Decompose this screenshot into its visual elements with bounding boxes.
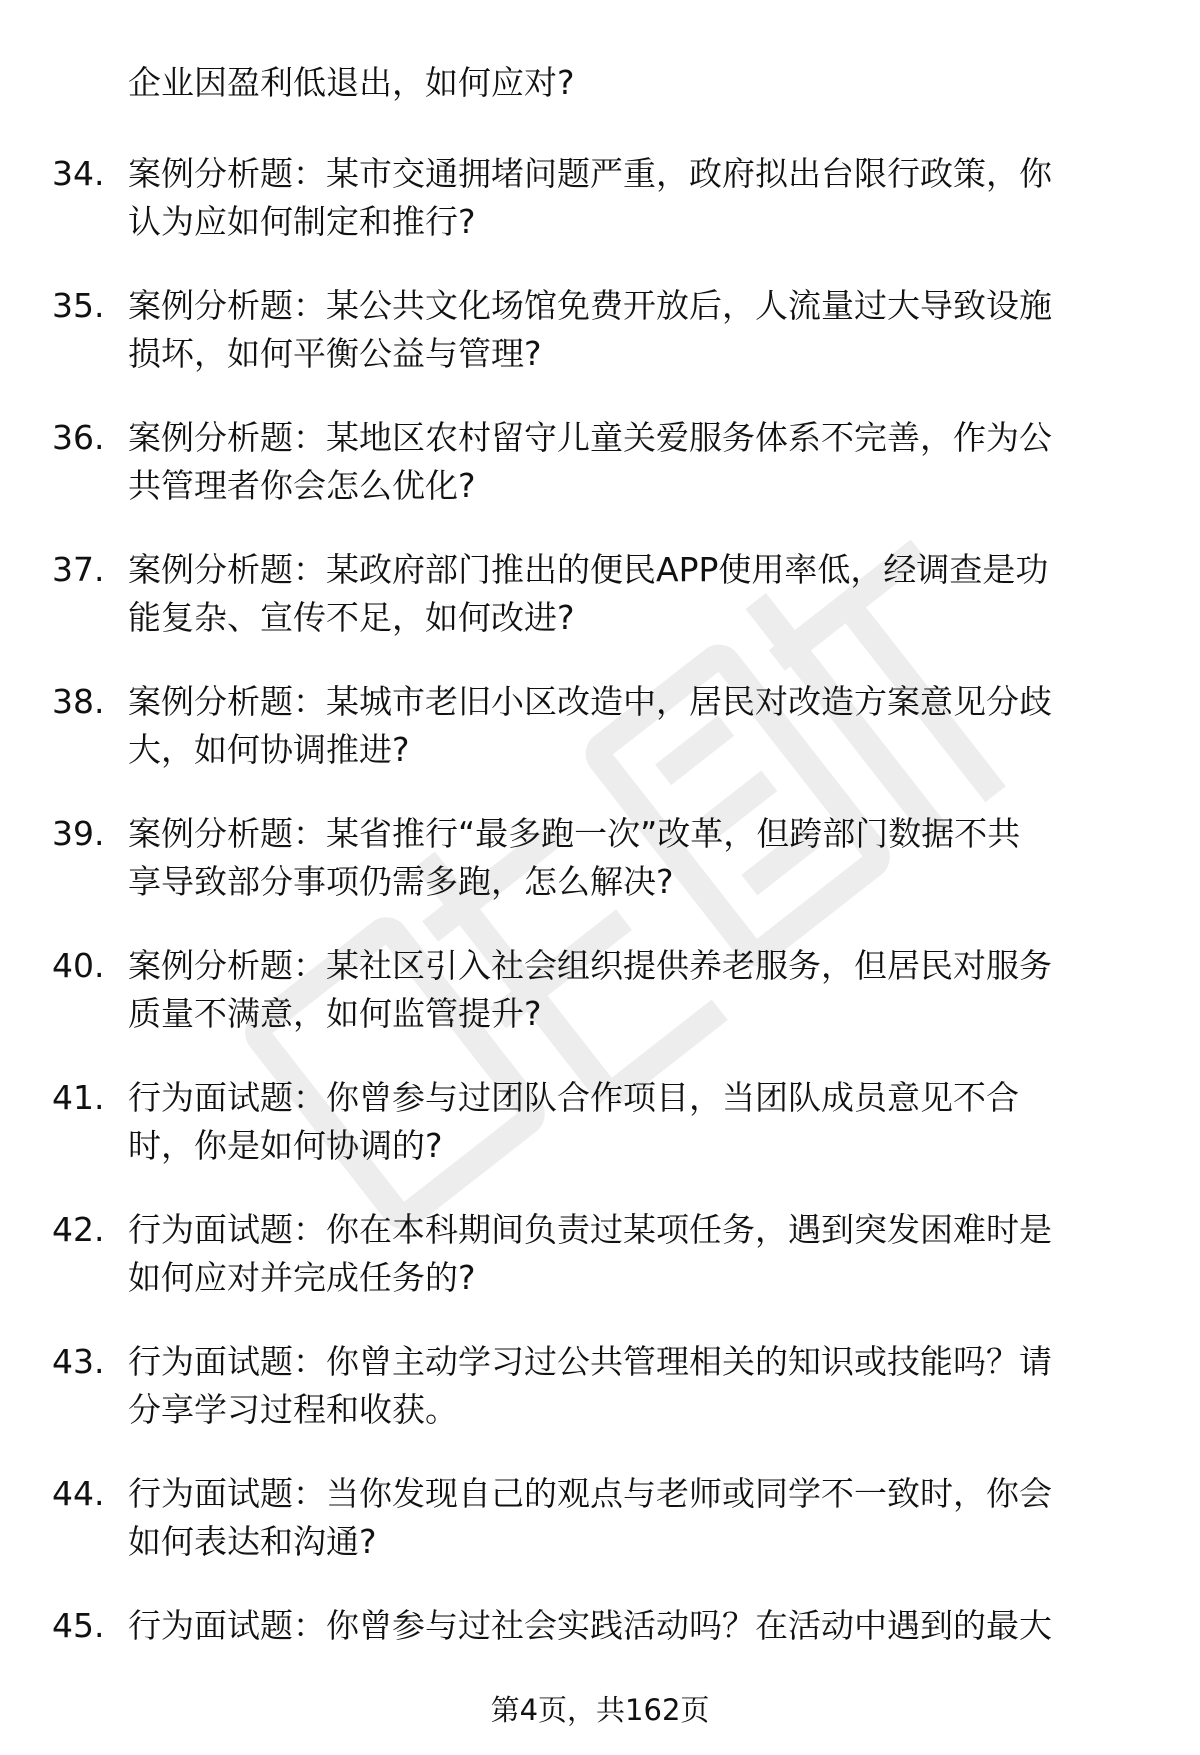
question-number: 39.: [52, 814, 105, 853]
question-text-line: 行为面试题：当你发现自己的观点与老师或同学不一致时，你会: [128, 1474, 1052, 1513]
question-text-line: 时，你是如何协调的?: [128, 1126, 443, 1165]
question-text-line: 能复杂、宣传不足，如何改进?: [128, 598, 575, 637]
question-number: 45.: [52, 1606, 105, 1645]
question-number: 35.: [52, 286, 105, 325]
page-footer: 第4页，共162页: [490, 1693, 710, 1727]
question-text: [128, 1602, 1148, 1650]
question-text: [128, 546, 1148, 642]
question-text-line: 案例分析题：某省推行“最多跑一次”改革，但跨部门数据不共: [128, 814, 1021, 853]
question-number: 44.: [52, 1474, 105, 1513]
question-text: [128, 1338, 1148, 1434]
question-text-line: 案例分析题：某地区农村留守儿童关爱服务体系不完善，作为公: [128, 418, 1052, 457]
question-text-line: 认为应如何制定和推行?: [128, 202, 476, 241]
question-text-line: 案例分析题：某城市老旧小区改造中，居民对改造方案意见分歧: [128, 682, 1052, 721]
question-text-line: 案例分析题：某公共文化场馆免费开放后，人流量过大导致设施: [128, 286, 1052, 325]
question-item: [0, 150, 1200, 282]
question-text-line: 行为面试题：你曾参与过团队合作项目，当团队成员意见不合: [128, 1078, 1019, 1117]
question-item: [0, 1074, 1200, 1206]
question-number: 41.: [52, 1078, 105, 1117]
question-number: 37.: [52, 550, 105, 589]
question-text: [128, 1206, 1148, 1302]
question-item: [0, 1470, 1200, 1602]
question-text-line: 行为面试题：你曾主动学习过公共管理相关的知识或技能吗？请: [128, 1342, 1052, 1381]
question-number: 42.: [52, 1210, 105, 1249]
question-item: [0, 546, 1200, 678]
question-item: [0, 282, 1200, 414]
question-text-line: 行为面试题：你在本科期间负责过某项任务，遇到突发困难时是: [128, 1210, 1052, 1249]
question-number: 40.: [52, 946, 105, 985]
question-text: [128, 1074, 1148, 1170]
question-number: 36.: [52, 418, 105, 457]
question-text: [128, 810, 1148, 906]
question-item: [0, 414, 1200, 546]
question-item: [0, 678, 1200, 810]
question-text-line: 案例分析题：某市交通拥堵问题严重，政府拟出台限行政策，你: [128, 154, 1052, 193]
question-number: 43.: [52, 1342, 105, 1381]
continuation-text: 企业因盈利低退出，如何应对?: [128, 63, 575, 102]
question-number: 38.: [52, 682, 105, 721]
question-text: [128, 678, 1148, 774]
question-text-line: 质量不满意，如何监管提升?: [128, 994, 542, 1033]
question-text-line: 行为面试题：你曾参与过社会实践活动吗？在活动中遇到的最大: [128, 1606, 1052, 1645]
question-item: [0, 810, 1200, 942]
question-text-line: 共管理者你会怎么优化?: [128, 466, 476, 505]
question-number: 34.: [52, 154, 105, 193]
question-item: [0, 1206, 1200, 1338]
question-text-line: 如何表达和沟通?: [128, 1522, 377, 1561]
question-text-line: 如何应对并完成任务的?: [128, 1258, 476, 1297]
question-list: [0, 150, 1200, 1734]
question-text-line: 享导致部分事项仍需多跑，怎么解决?: [128, 862, 674, 901]
question-text: [128, 414, 1148, 510]
question-text: [128, 282, 1148, 378]
question-item: [0, 942, 1200, 1074]
question-item: [0, 1338, 1200, 1470]
question-text-line: 分享学习过程和收获。: [128, 1390, 458, 1429]
question-text-line: 损坏，如何平衡公益与管理?: [128, 334, 542, 373]
question-text: [128, 942, 1148, 1038]
question-text-line: 案例分析题：某政府部门推出的便民APP使用率低，经调查是功: [128, 550, 1049, 589]
question-text: [128, 1470, 1148, 1566]
question-text: [128, 150, 1148, 246]
question-text-line: 案例分析题：某社区引入社会组织提供养老服务，但居民对服务: [128, 946, 1052, 985]
question-text-line: 大，如何协调推进?: [128, 730, 410, 769]
